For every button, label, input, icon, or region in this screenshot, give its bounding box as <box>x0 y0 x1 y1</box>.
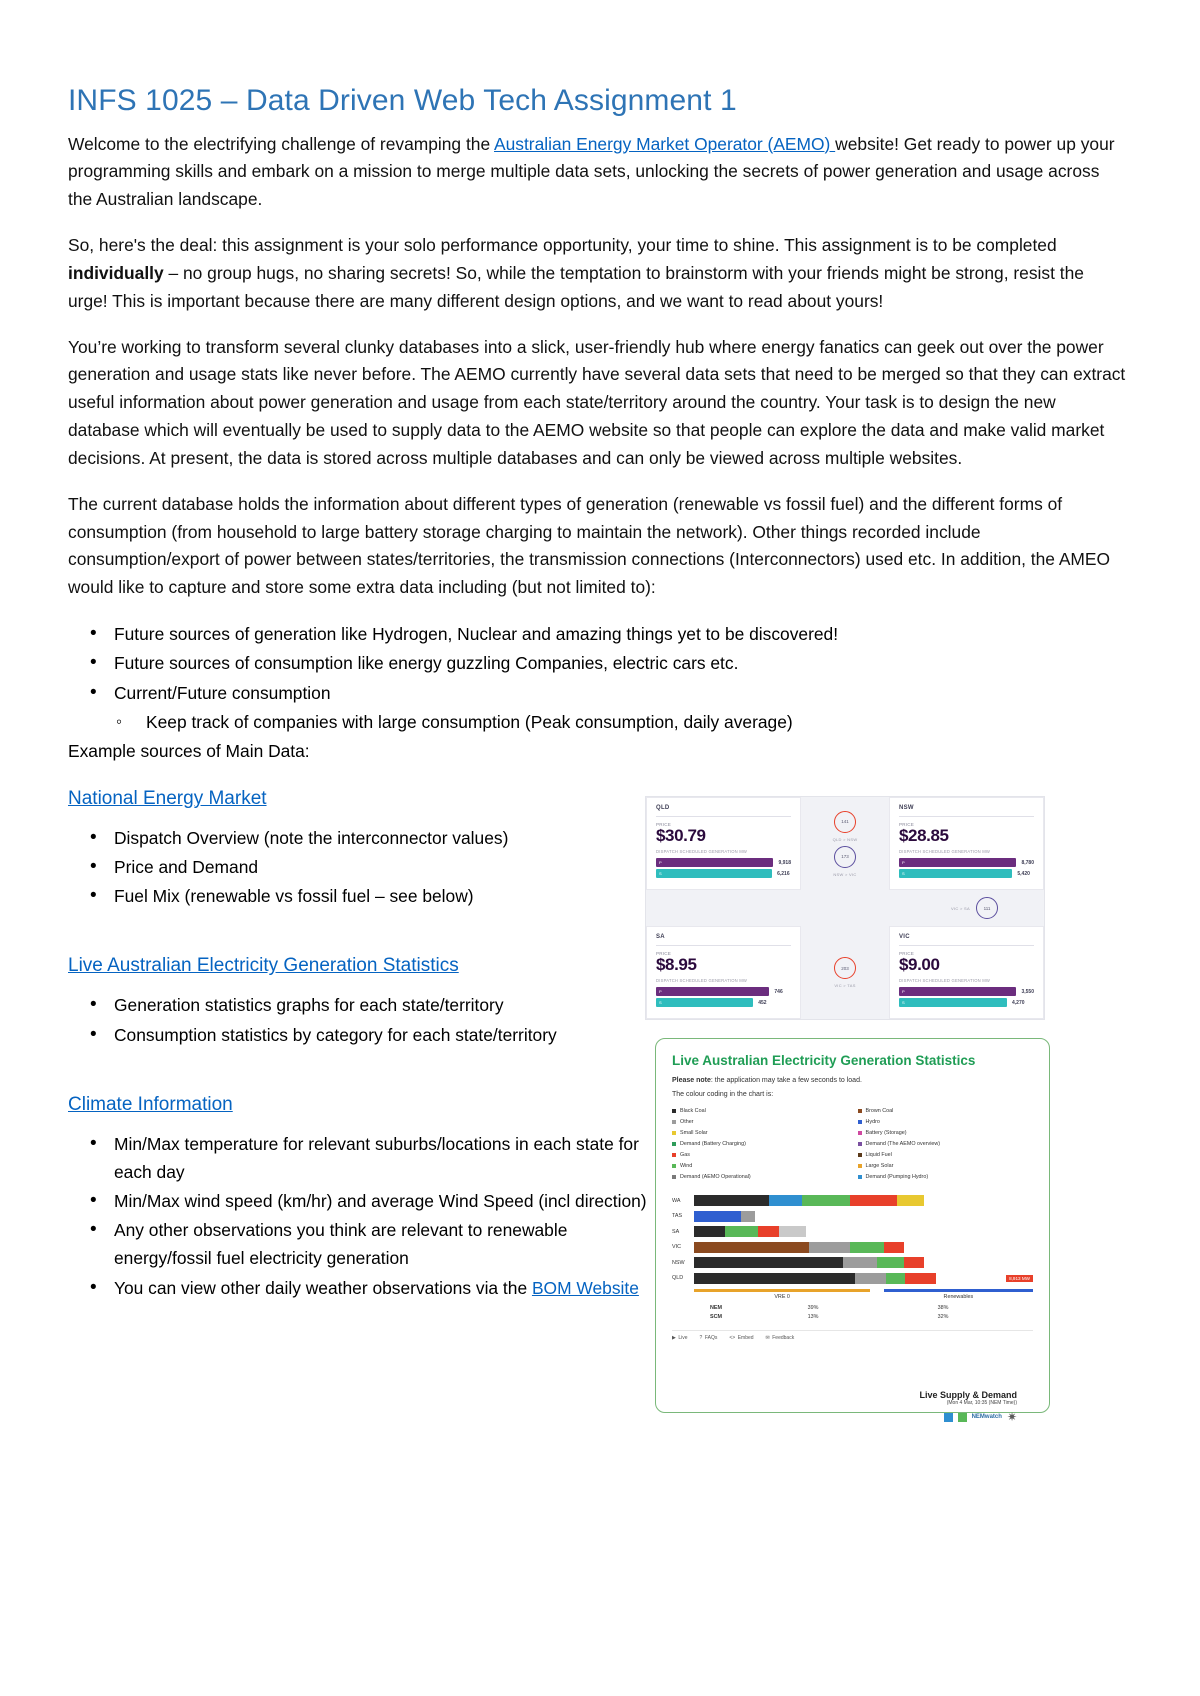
database-paragraph: The current database holds the information about different types of generation (renewable vs fossil fuel) and the different forms of consumption (from household to large battery storage charging to maintain the network). Other things recorded include consumption/export of power between states/territories, the transmission connections (Interconnectors) used etc. In addition, the AMEO would like to capture and store some extra data including (but not limited to): <box>68 493 1111 598</box>
legend-label: Demand (Battery Charging) <box>680 1141 746 1147</box>
row-bars <box>694 1226 1033 1237</box>
legend-label: Large Solar <box>865 1163 894 1169</box>
page-title: INFS 1025 – Data Driven Web Tech Assignment 1 <box>68 84 737 117</box>
legend-item <box>672 1130 848 1136</box>
legend-swatch-icon <box>858 1131 862 1135</box>
spacer <box>68 1050 653 1072</box>
footer-feedback-button[interactable]: ✉ Feedback <box>765 1334 795 1341</box>
chart-row <box>672 1256 1033 1269</box>
bar-segment <box>850 1195 897 1206</box>
legend-item <box>858 1141 1034 1147</box>
chart-row <box>672 1225 1033 1238</box>
generation-bar-primary <box>656 987 769 996</box>
footer-embed-button[interactable]: <> Embed <box>729 1334 754 1341</box>
row-label: NSW <box>672 1259 685 1266</box>
legend-swatch-icon <box>858 1142 862 1146</box>
bar-segment <box>802 1195 849 1206</box>
generation-sublabel: DISPATCH SCHEDULED GENERATION MW <box>899 849 991 854</box>
table-row <box>694 1313 1033 1323</box>
section-heading-climate-information[interactable]: Climate Information <box>68 1093 233 1115</box>
legend-item <box>858 1130 1034 1136</box>
legend-swatch-icon <box>858 1164 862 1168</box>
footer-live-label: Live <box>678 1334 688 1341</box>
axis-spacer <box>870 1294 884 1300</box>
individually-emphasis: individually <box>68 262 164 283</box>
aemo-dashboard-figure <box>645 796 1045 1020</box>
bar-segment <box>694 1211 741 1222</box>
divider <box>656 945 791 946</box>
interconnector-group-middle <box>646 890 1044 926</box>
bar-value: 5,420 <box>1017 870 1030 877</box>
generation-bar-secondary <box>656 998 753 1007</box>
legend-item <box>672 1152 848 1158</box>
legend-label: Hydro <box>865 1119 880 1125</box>
list-item: • Generation statistics graphs for each state/territory <box>68 991 653 1019</box>
legend-label: Small Solar <box>680 1130 708 1136</box>
row-label: QLD <box>672 1275 684 1281</box>
chart-axis <box>694 1289 1033 1292</box>
intro-text-after-link: website! Get ready to power up your programming skills and embark on a mission to merge multiple data sets, unlocking the secrets of power generation and usage across the Australian landscape. <box>68 133 1115 210</box>
axis-segment-vre <box>694 1289 870 1292</box>
generation-bar-primary <box>899 987 1016 996</box>
bar-segment <box>725 1226 759 1237</box>
legend-item <box>672 1119 848 1125</box>
bar-segment <box>694 1195 769 1206</box>
row-bars <box>694 1273 1004 1284</box>
divider <box>899 816 1034 817</box>
summary-name: NEM <box>710 1304 722 1311</box>
national-energy-market-list <box>68 824 653 911</box>
generation-bar-secondary <box>899 869 1012 878</box>
list-item: • Fuel Mix (renewable vs fossil fuel – see below) <box>68 882 653 910</box>
gauge-caption: NSW > VIC <box>833 871 857 877</box>
chart-footer-toolbar <box>672 1330 1033 1341</box>
legend-label: Wind <box>680 1163 693 1169</box>
bar-row <box>656 987 791 996</box>
solo-text-b: – no group hugs, no sharing secrets! So, while the temptation to brainstorm with your friends might be strong, resist the urge! This is important because there are many different design options, and we want to read about yours! <box>68 262 1084 311</box>
legend-item <box>672 1108 848 1114</box>
row-value-tag: 8,913 MW <box>1006 1275 1033 1282</box>
solo-work-paragraph <box>68 232 1126 316</box>
list-item <box>68 1274 653 1302</box>
bar-segment <box>769 1195 803 1206</box>
row-label: WA <box>672 1197 681 1204</box>
bar-row <box>656 998 791 1007</box>
climate-information-list <box>68 1130 653 1302</box>
list-item: • Any other observations you think are relevant to renewable energy/fossil fuel electricity generation <box>68 1216 653 1272</box>
row-bars <box>694 1195 1033 1206</box>
legend-swatch-icon <box>858 1153 862 1157</box>
nem-logo-icon <box>944 1413 953 1422</box>
bar-row <box>656 869 791 878</box>
bar-label: S <box>659 999 662 1005</box>
divider <box>656 816 791 817</box>
list-item: • Dispatch Overview (note the interconnector values) <box>68 824 653 852</box>
row-label: TAS <box>672 1213 683 1219</box>
bar-segment <box>904 1257 924 1268</box>
gauge-value: 111 <box>983 905 991 911</box>
axis-label-renewables: Renewables <box>943 1293 974 1300</box>
price-value: $9.00 <box>899 955 940 974</box>
legend-item <box>672 1163 848 1169</box>
list-item: • Min/Max wind speed (km/hr) and average Wind Speed (incl direction) <box>68 1187 653 1215</box>
row-label: VIC <box>672 1244 681 1250</box>
supply-demand-panel <box>919 1390 1017 1424</box>
summary-vre: 39% <box>807 1304 819 1311</box>
generation-sublabel: DISPATCH SCHEDULED GENERATION MW <box>899 978 991 983</box>
bar-segment <box>905 1273 936 1284</box>
price-value: $8.95 <box>656 955 697 974</box>
supply-time: (Mon 4 Mar, 10:35 (NEM Time)) <box>946 1400 1017 1406</box>
live-generation-list <box>68 991 653 1048</box>
dispatch-card-sa[interactable] <box>646 926 801 1019</box>
nemwatch-label: NEMwatch <box>971 1414 1002 1420</box>
bar-value: 4,270 <box>1012 999 1025 1006</box>
axis-gap <box>870 1289 884 1292</box>
card-state-label: VIC <box>899 934 910 940</box>
footer-feedback-label: Feedback <box>772 1334 795 1341</box>
bar-row <box>656 858 791 867</box>
legend-item <box>858 1152 1034 1158</box>
stats-subtitle: The colour coding in the chart is: <box>672 1091 774 1098</box>
bar-label: P <box>659 859 662 865</box>
chart-axis-labels <box>694 1294 1033 1300</box>
list-item: • Future sources of generation like Hydrogen, Nuclear and amazing things yet to be discovered! <box>68 620 1126 648</box>
interconnector-gauge <box>976 897 998 919</box>
legend-swatch-icon <box>672 1142 676 1146</box>
intro-text-before-link: Welcome to the electrifying challenge of revamping the <box>68 133 494 154</box>
bar-segment <box>694 1257 843 1268</box>
row-bars <box>694 1257 1033 1268</box>
price-label: PRICE <box>656 822 672 827</box>
summary-renewables: 32% <box>937 1314 949 1321</box>
bar-row <box>899 858 1034 867</box>
bar-label: S <box>902 870 905 876</box>
stats-note-rest: : the application may take a few seconds to load. <box>710 1077 862 1084</box>
aemo-link[interactable]: Australian Energy Market Operator (AEMO) <box>494 133 836 154</box>
generation-sublabel: DISPATCH SCHEDULED GENERATION MW <box>656 978 748 983</box>
nem-logo-icon-2 <box>958 1413 967 1422</box>
stats-note <box>672 1077 1033 1084</box>
price-value: $28.85 <box>899 826 949 845</box>
list-item: • Price and Demand <box>68 853 653 881</box>
legend-item <box>858 1108 1034 1114</box>
footer-live-button[interactable]: ▶ Live <box>672 1334 688 1341</box>
bar-value: 9,918 <box>778 859 791 866</box>
axis-segment-renewables <box>884 1289 1033 1292</box>
legend-swatch-icon <box>672 1109 676 1113</box>
legend-label: Other <box>680 1119 694 1125</box>
legend-swatch-icon <box>858 1109 862 1113</box>
extra-data-sublist <box>68 708 1126 736</box>
interconnector-group-bottom <box>801 926 889 1019</box>
summary-vre: 13% <box>807 1314 819 1321</box>
summary-table <box>694 1304 1033 1323</box>
bar-value: 8,780 <box>1021 859 1034 866</box>
section-heading-live-generation-statistics[interactable]: Live Australian Electricity Generation Statistics <box>68 955 459 977</box>
task-paragraph: You’re working to transform several clunky databases into a slick, user-friendly hub where energy fanatics can geek out over the power generation and usage stats like never before. The AEMO currently have several data sets that need to be merged so that they can extract useful information about power generation and usage from each state/territory around the country. Your task is to design the new database which will eventually be used to supply data to the AEMO website so that people can explore the data and make valid market decisions. At present, the data is stored across multiple databases and can only be viewed across multiple websites. <box>68 336 1126 468</box>
bar-segment <box>694 1226 725 1237</box>
legend-label: Black Coal <box>680 1108 706 1114</box>
generation-bar-chart <box>672 1194 1033 1424</box>
generation-bar-secondary <box>656 869 772 878</box>
bar-segment <box>897 1195 924 1206</box>
bar-segment <box>758 1226 778 1237</box>
bar-segment <box>855 1273 886 1284</box>
star-icon: ✷ <box>1006 1410 1017 1424</box>
bar-label: P <box>659 988 662 994</box>
legend-swatch-icon <box>672 1120 676 1124</box>
card-state-label: SA <box>656 934 665 940</box>
legend-label: Demand (AEMO Operational) <box>680 1174 751 1180</box>
price-label: PRICE <box>656 951 672 956</box>
gauge-value: 141 <box>841 819 849 824</box>
dispatch-card-nsw[interactable] <box>889 797 1044 890</box>
interconnector-gauge <box>834 957 856 979</box>
bar-label: S <box>659 870 662 876</box>
legend-label: Battery (Storage) <box>865 1130 907 1136</box>
dispatch-card-vic[interactable] <box>889 926 1044 1019</box>
supply-branding <box>919 1410 1017 1424</box>
legend-swatch-icon <box>858 1120 862 1124</box>
row-bars <box>694 1242 1033 1253</box>
bar-segment <box>779 1226 806 1237</box>
bar-row <box>899 998 1034 1007</box>
legend-swatch-icon <box>672 1175 676 1179</box>
price-label: PRICE <box>899 951 915 956</box>
solo-text-a: So, here's the deal: this assignment is your solo performance opportunity, your time to shine. This assignment is to be completed <box>68 235 1057 256</box>
gauge-caption: VIC > TAS <box>834 983 856 988</box>
bar-segment <box>741 1211 755 1222</box>
bar-value: 3,550 <box>1021 988 1034 995</box>
chart-row <box>672 1194 1033 1207</box>
supply-title: Live Supply & Demand <box>919 1390 1017 1400</box>
chart-row <box>672 1272 1033 1285</box>
bar-segment <box>843 1257 877 1268</box>
footer-faqs-label: FAQs <box>704 1334 718 1341</box>
stats-title: Live Australian Electricity Generation Statistics <box>672 1053 976 1068</box>
legend-label: Gas <box>680 1152 690 1158</box>
legend-swatch-icon <box>672 1131 676 1135</box>
chart-row <box>672 1210 1033 1223</box>
extra-data-list <box>68 620 1126 707</box>
bar-segment <box>694 1273 855 1284</box>
legend-item <box>858 1163 1034 1169</box>
list-item: • Consumption statistics by category for each state/territory <box>68 1021 653 1049</box>
price-value: $30.79 <box>656 826 706 845</box>
bar-row <box>899 987 1034 996</box>
bar-segment <box>877 1257 904 1268</box>
footer-faqs-button[interactable]: ? FAQs <box>699 1334 718 1341</box>
bom-website-link[interactable]: BOM Website <box>531 1277 639 1298</box>
gauge-value: 173 <box>841 854 849 859</box>
legend-item <box>858 1174 1034 1180</box>
legend-item <box>672 1141 848 1147</box>
list-item: • Current/Future consumption <box>68 679 1126 707</box>
legend-swatch-icon <box>858 1175 862 1179</box>
bar-segment <box>809 1242 850 1253</box>
bar-label: S <box>902 999 905 1005</box>
legend-label: Demand (Pumping Hydro) <box>865 1174 929 1180</box>
intro-paragraph <box>68 131 1126 215</box>
generation-bar-primary <box>899 858 1016 867</box>
interconnector-gauge <box>834 811 856 833</box>
footer-embed-label: Embed <box>737 1334 754 1341</box>
gauge-caption: VIC > SA <box>951 905 970 911</box>
legend-label: Liquid Fuel <box>865 1152 892 1158</box>
row-label: SA <box>672 1228 680 1235</box>
chart-legend <box>672 1108 1033 1180</box>
gauge-caption: QLD > NSW <box>832 836 858 842</box>
row-bars <box>694 1211 1033 1222</box>
generation-sublabel: DISPATCH SCHEDULED GENERATION MW <box>656 849 748 854</box>
legend-label: Demand (The AEMO overview) <box>865 1141 941 1147</box>
legend-label: Brown Coal <box>865 1108 894 1114</box>
stats-note-bold: Please note <box>672 1077 711 1084</box>
bom-text: You can view other daily weather observations via the <box>114 1277 532 1298</box>
summary-name: SCM <box>710 1314 722 1321</box>
card-state-label: QLD <box>656 805 670 811</box>
legend-swatch-icon <box>672 1164 676 1168</box>
price-label: PRICE <box>899 822 915 827</box>
bar-segment <box>694 1242 809 1253</box>
divider <box>899 945 1034 946</box>
bar-segment <box>850 1242 884 1253</box>
legend-item <box>672 1174 848 1180</box>
list-item: • Min/Max temperature for relevant suburbs/locations in each state for each day <box>68 1130 653 1186</box>
legend-item <box>858 1119 1034 1125</box>
spacer <box>68 911 653 933</box>
chart-row <box>672 1241 1033 1254</box>
summary-renewables: 38% <box>937 1304 949 1311</box>
legend-swatch-icon <box>672 1153 676 1157</box>
table-row <box>694 1304 1033 1314</box>
bar-segment <box>886 1273 905 1284</box>
card-state-label: NSW <box>899 805 914 811</box>
gauge-value: 203 <box>841 965 849 971</box>
bar-value: 746 <box>774 988 783 995</box>
list-item: ◦ Keep track of companies with large consumption (Peak consumption, daily average) <box>68 708 1126 736</box>
bar-label: P <box>902 859 905 865</box>
live-generation-statistics-figure <box>655 1038 1050 1424</box>
interconnector-group-top <box>801 797 889 890</box>
list-item: • Future sources of consumption like energy guzzling Companies, electric cars etc. <box>68 649 1126 677</box>
generation-bar-primary <box>656 858 773 867</box>
bar-segment <box>884 1242 904 1253</box>
axis-label-vre: VRE 0 <box>774 1293 790 1300</box>
bar-label: P <box>902 988 905 994</box>
left-column <box>68 766 653 1302</box>
example-sources-label: Example sources of Main Data: <box>68 740 310 761</box>
dispatch-card-qld[interactable] <box>646 797 801 890</box>
generation-bar-secondary <box>899 998 1007 1007</box>
bar-row <box>899 869 1034 878</box>
interconnector-gauge <box>834 846 856 868</box>
bar-value: 6,216 <box>777 870 790 877</box>
section-heading-national-energy-market[interactable]: National Energy Market <box>68 787 267 809</box>
bar-value: 452 <box>758 999 767 1006</box>
